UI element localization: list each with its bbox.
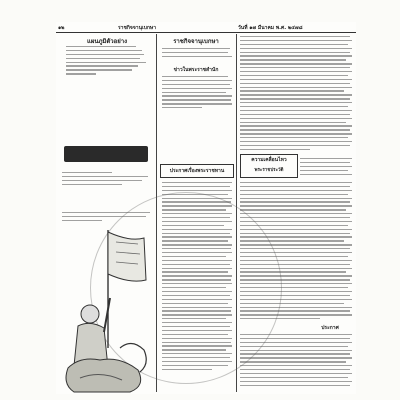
header-rule xyxy=(56,32,356,33)
left-column-heading: แผนภูมิตัวอย่าง xyxy=(86,38,128,45)
court-news-heading: ข่าวในพระราชสำนัก xyxy=(173,67,219,73)
bottom-right-heading: ประกาศ xyxy=(321,325,339,331)
announcement-heading-box xyxy=(160,164,234,178)
decorative-banner xyxy=(64,146,148,162)
newspaper-page xyxy=(56,22,356,394)
right-column-text-top xyxy=(240,36,352,153)
court-news-text xyxy=(162,76,232,111)
issue-date: วันที่ ๑๗ มีนาคม พ.ศ. ๒๔๗๘ xyxy=(238,25,303,31)
middle-column-intro xyxy=(162,48,232,60)
newspaper-title: ราชกิจจานุเบกษา xyxy=(118,25,157,31)
news-section-heading-box xyxy=(240,154,298,178)
news-section-heading: ความเคลื่อนไหว xyxy=(251,157,287,163)
news-section-subheading: พระราชประวัติ xyxy=(254,168,284,173)
announcement-heading: ประกาศเรื่องพระราชทาน xyxy=(169,168,225,174)
left-column-text xyxy=(62,172,150,188)
announcement-text xyxy=(162,182,232,373)
page-number: ๑๒ xyxy=(58,25,65,31)
right-column-text-side xyxy=(300,158,352,177)
left-column-table xyxy=(66,46,146,77)
right-column-text-main xyxy=(240,182,352,322)
figure-with-flag-illustration xyxy=(60,228,156,394)
middle-column-heading: ราชกิจจานุเบกษา xyxy=(173,38,219,45)
right-column-text-bottom xyxy=(240,334,352,388)
